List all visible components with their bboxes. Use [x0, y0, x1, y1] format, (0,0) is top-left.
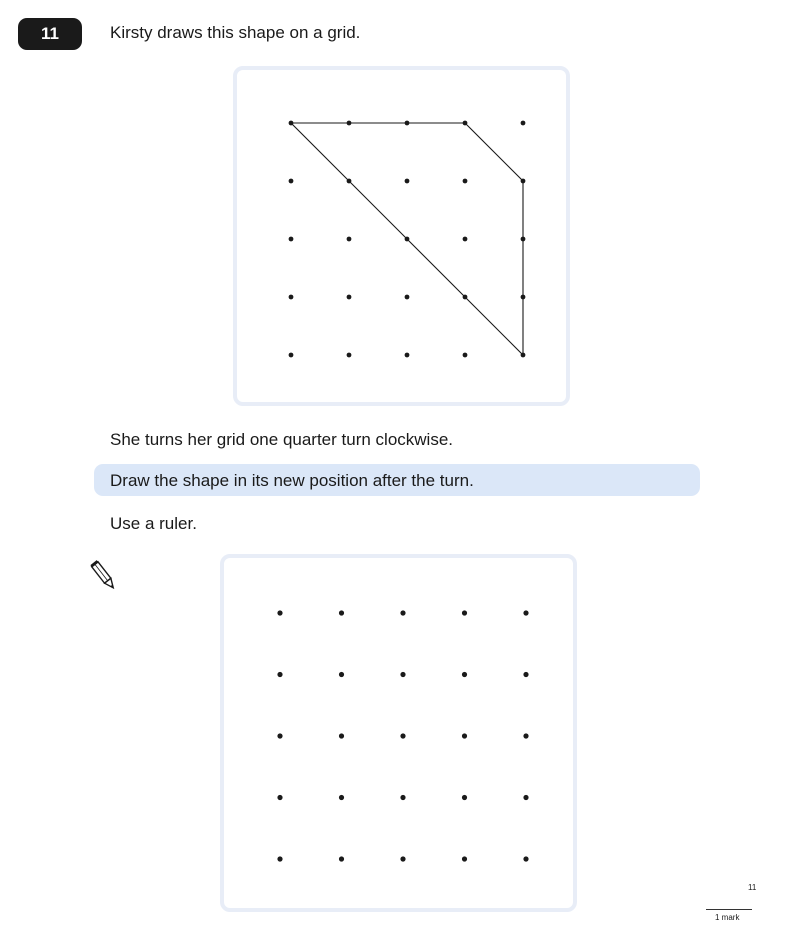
question-intro: Kirsty draws this shape on a grid.	[110, 23, 361, 42]
answer-grid-canvas[interactable]	[224, 558, 581, 916]
grid-dot	[462, 795, 467, 800]
original-shape-grid	[233, 66, 570, 406]
ruler-instruction: Use a ruler.	[110, 514, 197, 533]
grid-dot	[405, 295, 410, 300]
grid-dot	[347, 237, 352, 242]
grid-dot	[277, 610, 282, 615]
page-number: 11	[748, 883, 757, 892]
grid-dot	[462, 856, 467, 861]
grid-dot	[523, 610, 528, 615]
mark-line	[706, 909, 752, 910]
grid-dot	[339, 672, 344, 677]
grid-dot	[277, 733, 282, 738]
grid-dot	[400, 795, 405, 800]
grid-dot	[462, 672, 467, 677]
grid-dot	[400, 610, 405, 615]
answer-grid[interactable]	[220, 554, 577, 912]
grid-dot	[277, 856, 282, 861]
grid-dot	[339, 610, 344, 615]
grid-dot	[523, 856, 528, 861]
grid-dot	[339, 795, 344, 800]
grid-dot	[523, 672, 528, 677]
grid-dot	[277, 795, 282, 800]
grid-dot	[523, 795, 528, 800]
grid-dot	[339, 733, 344, 738]
mark-allocation: 1 mark	[715, 913, 740, 922]
grid-dot	[463, 237, 468, 242]
grid-dot	[347, 295, 352, 300]
grid-dot	[289, 295, 294, 300]
grid-dot	[277, 672, 282, 677]
grid-dot	[400, 733, 405, 738]
turn-description: She turns her grid one quarter turn clockwise.	[110, 430, 454, 449]
grid-dot	[339, 856, 344, 861]
grid-dot	[347, 353, 352, 358]
kirsty-shape	[291, 123, 523, 355]
grid-dot	[462, 733, 467, 738]
question-number: 11	[41, 24, 59, 43]
grid-dot	[405, 353, 410, 358]
pencil-icon	[90, 558, 118, 599]
grid-dot	[462, 610, 467, 615]
grid-dot	[523, 733, 528, 738]
grid-dot	[521, 121, 526, 126]
grid-dot	[289, 237, 294, 242]
grid-dot	[400, 856, 405, 861]
grid-dot	[463, 179, 468, 184]
grid-dot	[405, 179, 410, 184]
grid-dot	[289, 179, 294, 184]
question-number-badge	[18, 18, 82, 50]
grid-dot	[463, 353, 468, 358]
grid-dot	[400, 672, 405, 677]
original-grid-canvas	[237, 70, 574, 410]
instruction-text: Draw the shape in its new position after the turn.	[110, 471, 474, 490]
grid-dot	[289, 353, 294, 358]
